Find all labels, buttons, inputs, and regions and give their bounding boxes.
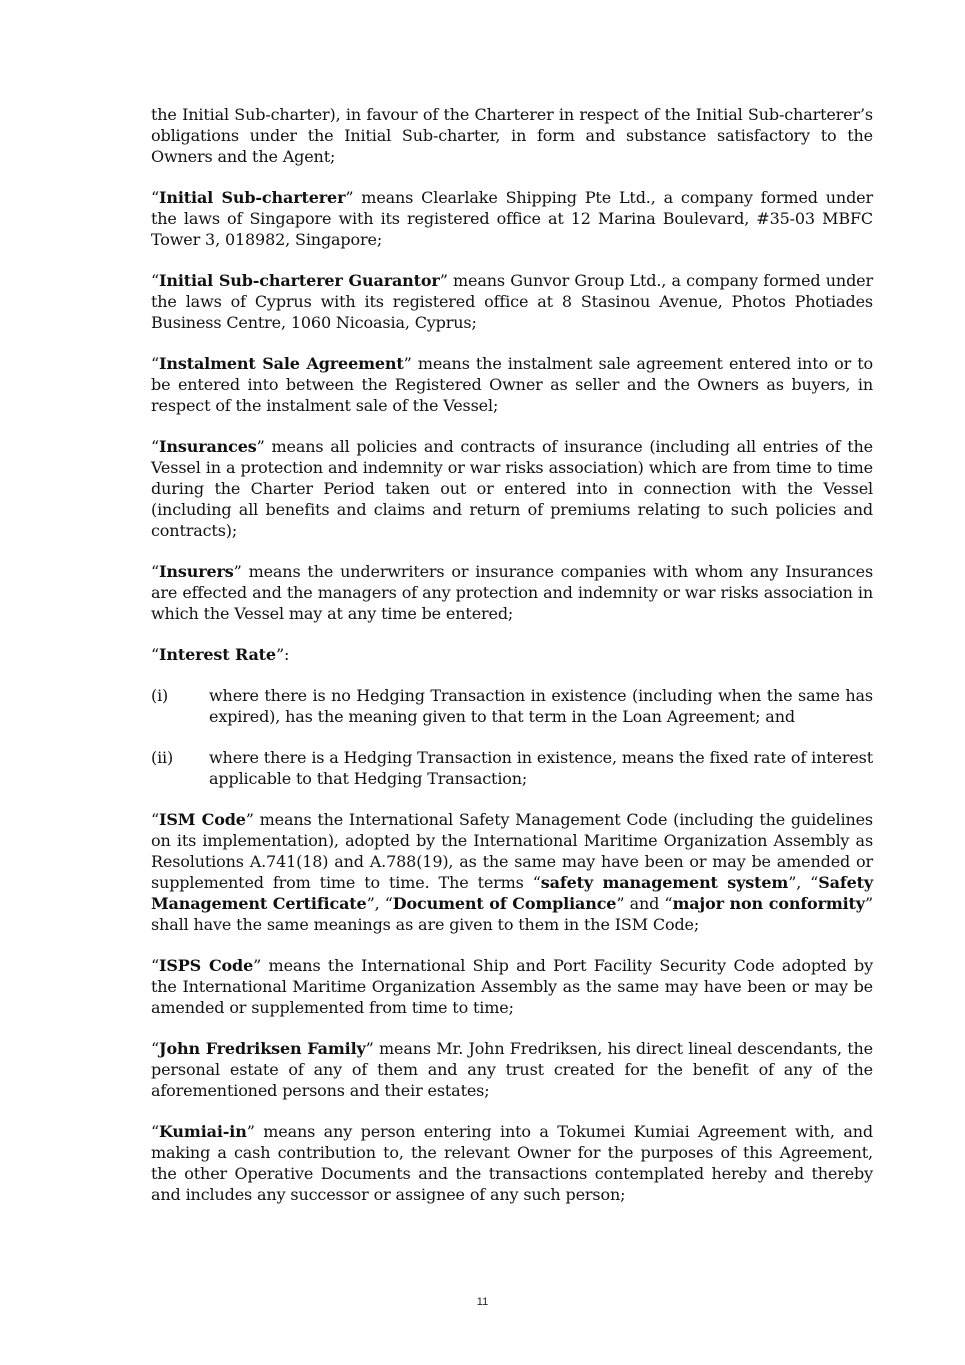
quote-open: “ — [151, 354, 160, 373]
quote-close: ” — [403, 354, 412, 373]
defined-term-safety-management-certificate: Safety Management Certificate — [151, 873, 873, 913]
defined-term: John Fredriksen Family — [159, 1039, 366, 1058]
quote-open: “ — [151, 437, 160, 456]
defined-term: Instalment Sale Agreement — [159, 354, 404, 373]
quote-open: “ — [151, 1039, 160, 1058]
quote-open: “ — [151, 956, 160, 975]
definition-text: means Gunvor Group Ltd., a company formed under the laws of Cyprus with its registered office at 8 Stasinou Avenue, Photos Photiades Business Centre, 1060 Nicoasia, Cyprus; — [151, 271, 873, 332]
quote-close: ” — [253, 956, 262, 975]
list-item-text: where there is no Hedging Transaction in existence (including when the same has expired), has the meaning given to that term in the Loan Agreement; and — [209, 686, 873, 726]
defined-term: Insurers — [159, 562, 234, 581]
defined-term: Initial Sub-charterer Guarantor — [159, 271, 440, 290]
definition-text: ” shall have the same meanings as are given to them in the ISM Code; — [151, 894, 873, 934]
defined-term: ISPS Code — [159, 956, 254, 975]
quote-open: “ — [151, 645, 160, 664]
definition-text: means any person entering into a Tokumei Kumiai Agreement with, and making a cash contribution to, the relevant Owner for the purposes of this Agreement, the other Operative Documents and the transactions contemplated hereby and thereby and includes any successor or assignee of any such person; — [151, 1122, 873, 1204]
defined-term: ISM Code — [159, 810, 246, 829]
defined-term-safety-management-system: safety management system — [540, 873, 789, 892]
quote-close: ” — [233, 562, 242, 581]
definition-text: means Clearlake Shipping Pte Ltd., a company formed under the laws of Singapore with its registered office at 12 Marina Boulevard, #35-03 MBFC Tower 3, 018982, Singapore; — [151, 188, 873, 249]
defined-term: Insurances — [159, 437, 257, 456]
definition-text: ”, “ — [366, 894, 393, 913]
definition-initial-sub-charterer-guarantor — [151, 270, 873, 333]
definition-interest-rate — [151, 644, 873, 665]
quote-open: “ — [151, 562, 160, 581]
list-item-interest-rate-i — [151, 685, 873, 727]
definition-ism-code — [151, 809, 873, 935]
definition-john-fredriksen-family — [151, 1038, 873, 1101]
defined-term: Initial Sub-charterer — [159, 188, 346, 207]
paragraph-initial-sub-charter-continued — [151, 104, 873, 167]
quote-open: “ — [151, 271, 160, 290]
definition-text: means Mr. John Fredriksen, his direct lineal descendants, the personal estate of any of them and any trust created for the benefit of any of the aforementioned persons and their estates; — [151, 1039, 873, 1100]
defined-term-document-of-compliance: Document of Compliance — [392, 894, 617, 913]
quote-open: “ — [151, 810, 160, 829]
definition-text: means the underwriters or insurance companies with whom any Insurances are effected and the managers of any protection and indemnity or war risks association in which the Vessel may at any time be entered; — [151, 562, 873, 623]
defined-term-major-non-conformity: major non conformity — [672, 894, 865, 913]
quote-open: “ — [151, 1122, 160, 1141]
definition-insurers — [151, 561, 873, 624]
definition-text: means the instalment sale agreement entered into or to be entered into between the Registered Owner as seller and the Owners as buyers, in respect of the instalment sale of the Vessel; — [151, 354, 873, 415]
definition-text: means the International Ship and Port Facility Security Code adopted by the International Maritime Organization Assembly as the same may have been or may be amended or supplemented from time to time; — [151, 956, 873, 1017]
quote-close: ” — [365, 1039, 374, 1058]
page-number: 11 — [476, 1296, 489, 1308]
defined-term: Kumiai-in — [159, 1122, 247, 1141]
definition-text: ”, “ — [788, 873, 819, 892]
document-body — [151, 104, 873, 1225]
definition-insurances — [151, 436, 873, 541]
quote-close: ” — [246, 1122, 255, 1141]
definition-kumiai-in — [151, 1121, 873, 1205]
definition-instalment-sale-agreement — [151, 353, 873, 416]
quote-close: ” — [245, 810, 254, 829]
definition-initial-sub-charterer — [151, 187, 873, 250]
definition-text: means all policies and contracts of insurance (including all entries of the Vessel in a protection and indemnity or war risks association) which are from time to time during the Charter Period taken out or entered into in connection with the Vessel (including all benefits and claims and return of premiums relating to such policies and contracts); — [151, 437, 873, 540]
list-item-interest-rate-ii — [151, 747, 873, 789]
quote-open: “ — [151, 188, 160, 207]
quote-close: ” — [345, 188, 354, 207]
list-item-number: (ii) — [151, 748, 174, 767]
definition-isps-code — [151, 955, 873, 1018]
paragraph-text: the Initial Sub-charter), in favour of the Charterer in respect of the Initial Sub-charterer’s obligations under the Initial Sub-charter, in form and substance satisfactory to the Owners and the Agent; — [151, 105, 873, 166]
quote-close: ” — [256, 437, 265, 456]
definition-text: means the International Safety Management Code (including the guidelines on its implementation), adopted by the International Maritime Organization Assembly as Resolutions A.741(18) and A.788(19), as the same may have been or may be amended or supplemented from time to time. The terms “ — [151, 810, 873, 892]
list-item-number: (i) — [151, 686, 169, 705]
list-item-text: where there is a Hedging Transaction in existence, means the fixed rate of interest applicable to that Hedging Transaction; — [209, 748, 873, 788]
quote-close: ” — [439, 271, 448, 290]
defined-term: Interest Rate — [159, 645, 276, 664]
definition-text: ” and “ — [616, 894, 673, 913]
quote-close: ”: — [275, 645, 290, 664]
